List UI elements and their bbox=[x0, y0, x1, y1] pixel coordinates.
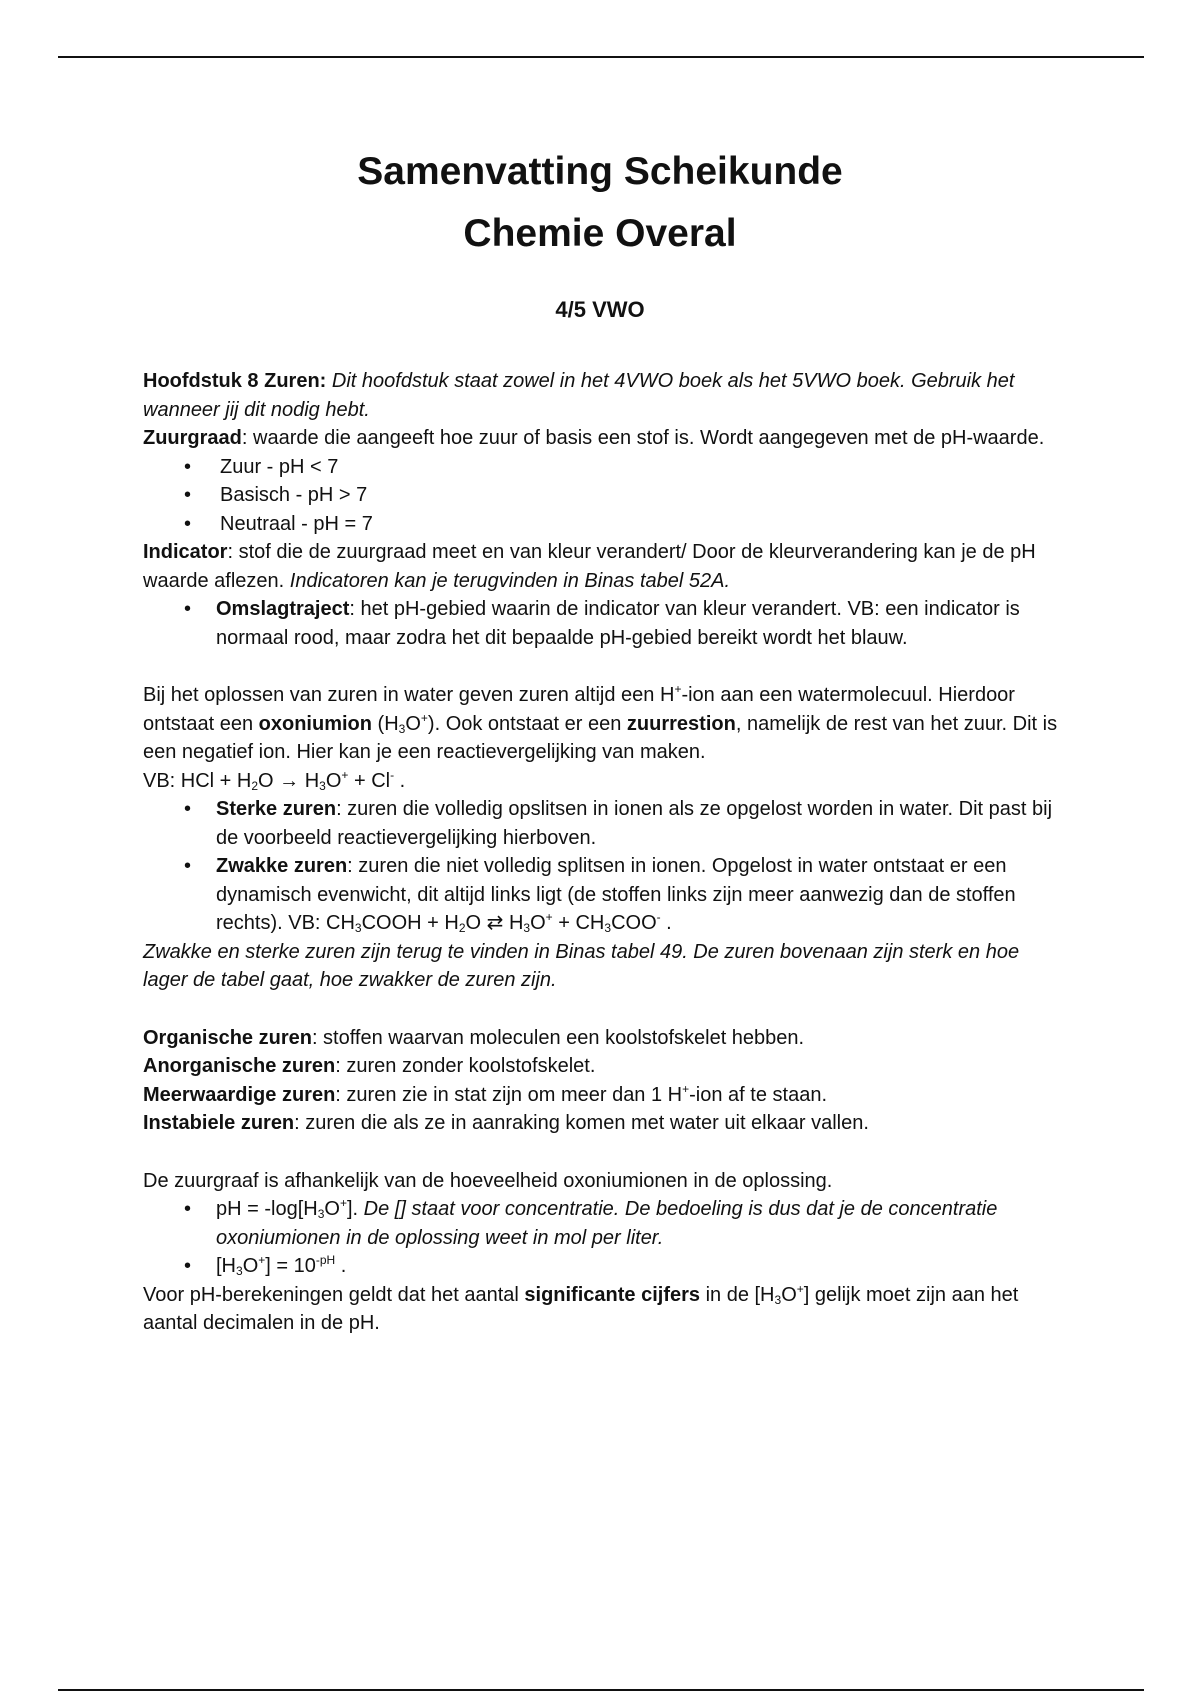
list-item: • Zuur - pH < 7 bbox=[220, 453, 1063, 482]
list-item: • $[H_3O^+] = 10^{-pH}$ . bbox=[216, 1252, 1063, 1281]
indicator-term: Indicator bbox=[143, 541, 228, 563]
zuurgraad-term: Zuurgraad bbox=[143, 427, 242, 449]
binas-note: Zwakke en sterke zuren zijn terug te vinden in Binas tabel 49. De zuren bovenaan zijn sterk en hoe lager de tabel gaat, hoe zwakker de zuren zijn. bbox=[143, 940, 1020, 991]
significant-figures-rule: Voor pH-berekeningen geldt dat het aantal significante cijfers in de $[H_3O^+]$ gelijk moet zijn aan het aantal decimalen in de pH. bbox=[143, 1281, 1019, 1334]
anorganische-zuren-definition: Anorganische zuren: zuren zonder koolstofskelet. bbox=[143, 1055, 596, 1077]
zuurrestion-term: zuurrestion bbox=[626, 712, 736, 735]
chapter-intro bbox=[143, 367, 1063, 424]
zwakke-zuren-term: Zwakke zuren bbox=[216, 855, 348, 877]
ph-intro: De zuurgraaf is afhankelijk van de hoeveelheid oxoniumionen in de oplossing. bbox=[143, 1169, 833, 1192]
acid-strength-list bbox=[143, 795, 1063, 938]
significante-cijfers-term: significante cijfers bbox=[524, 1283, 701, 1306]
ph-formula-list bbox=[143, 1195, 1063, 1281]
zuurgraad-definition: Zuurgraad: waarde die aangeeft hoe zuur of basis een stof is. Wordt aangegeven met de pH-waarde. bbox=[143, 427, 1045, 449]
list-item: • Basisch - pH > 7 bbox=[220, 481, 1063, 510]
document-title bbox=[0, 141, 1200, 265]
top-rule bbox=[58, 56, 1144, 58]
organische-zuren-definition: Organische zuren: stoffen waarvan moleculen een koolstofskelet hebben. bbox=[143, 1026, 805, 1049]
chapter-term: Hoofdstuk 8 Zuren: bbox=[143, 370, 327, 392]
list-item: • Zwakke zuren: zuren die niet volledig splitsen in ionen. Opgelost in water ontstaat er een dynamisch evenwicht, dit altijd links ligt (de stoffen links zijn meer aanwezig dan de stoffen rechts). VB: $CH_3COOH + H_2O$ ⇄ $H_3O^+ + CH_3COO^-$ . bbox=[216, 852, 1063, 938]
list-item: • Neutraal - pH = 7 bbox=[220, 510, 1063, 539]
concentration-note: De [] staat voor concentratie. De bedoeling is dus dat je de concentratie oxoniumionen in de oplossing weet in mol per liter. bbox=[216, 1198, 998, 1249]
ions-paragraph: Bij het oplossen van zuren in water geven zuren altijd een H+-ion aan een watermolecuul. Hierdoor ontstaat een oxoniumion $(H_3O^+)$. Ook ontstaat er een zuurrestion, namelijk de rest van het zuur. Dit is een negatief ion. Hier kan je een reactievergelijking van maken. bbox=[143, 682, 1058, 763]
meerwaardige-zuren-definition: Meerwaardige zuren: zuren zie in stat zijn om meer dan 1 H+-ion af te staan. bbox=[143, 1081, 828, 1106]
list-item: • pH = $-\log[H_3O^+]$. De [] staat voor concentratie. De bedoeling is dus dat je de concentratie oxoniumionen in de oplossing weet in mol per liter. bbox=[216, 1195, 1063, 1252]
instabiele-zuren-definition: Instabiele zuren: zuren die als ze in aanraking komen met water uit elkaar vallen. bbox=[143, 1112, 869, 1134]
indicator-definition: Indicator: stof die de zuurgraad meet en van kleur verandert/ Door de kleurverandering kan je de pH waarde aflezen. Indicatoren kan je terugvinden in Binas tabel 52A. bbox=[143, 541, 1036, 592]
title-line-2: Chemie Overal bbox=[463, 212, 737, 255]
list-item: • Omslagtraject: het pH-gebied waarin de indicator van kleur verandert. VB: een indicator is normaal rood, maar zodra het dit bepaalde pH-gebied bereikt wordt het blauw. bbox=[216, 595, 1063, 652]
bottom-rule bbox=[58, 1689, 1144, 1691]
sterke-zuren-term: Sterke zuren bbox=[216, 798, 337, 820]
document-subtitle: 4/5 VWO bbox=[555, 297, 645, 322]
omslag-term: Omslagtraject bbox=[216, 598, 350, 620]
title-line-1: Samenvatting Scheikunde bbox=[357, 150, 843, 193]
document-body bbox=[143, 367, 1063, 1338]
indicator-note: Indicatoren kan je terugvinden in Binas tabel 52A. bbox=[289, 569, 731, 592]
hcl-equation: VB: HCl + $H_2O \to H_3O^+ + Cl^-$ . bbox=[143, 767, 406, 793]
list-item: • Sterke zuren: zuren die volledig opslitsen in ionen als ze opgelost worden in water. Dit past bij de voorbeeld reactievergelijking hierboven. bbox=[216, 795, 1063, 852]
indicator-list bbox=[143, 595, 1063, 652]
chapter-note: Dit hoofdstuk staat zowel in het 4VWO boek als het 5VWO boek. Gebruik het wanneer jij dit nodig hebt. bbox=[143, 370, 1015, 421]
ph-list bbox=[143, 453, 1063, 539]
oxoniumion-term: oxoniumion bbox=[258, 712, 372, 735]
